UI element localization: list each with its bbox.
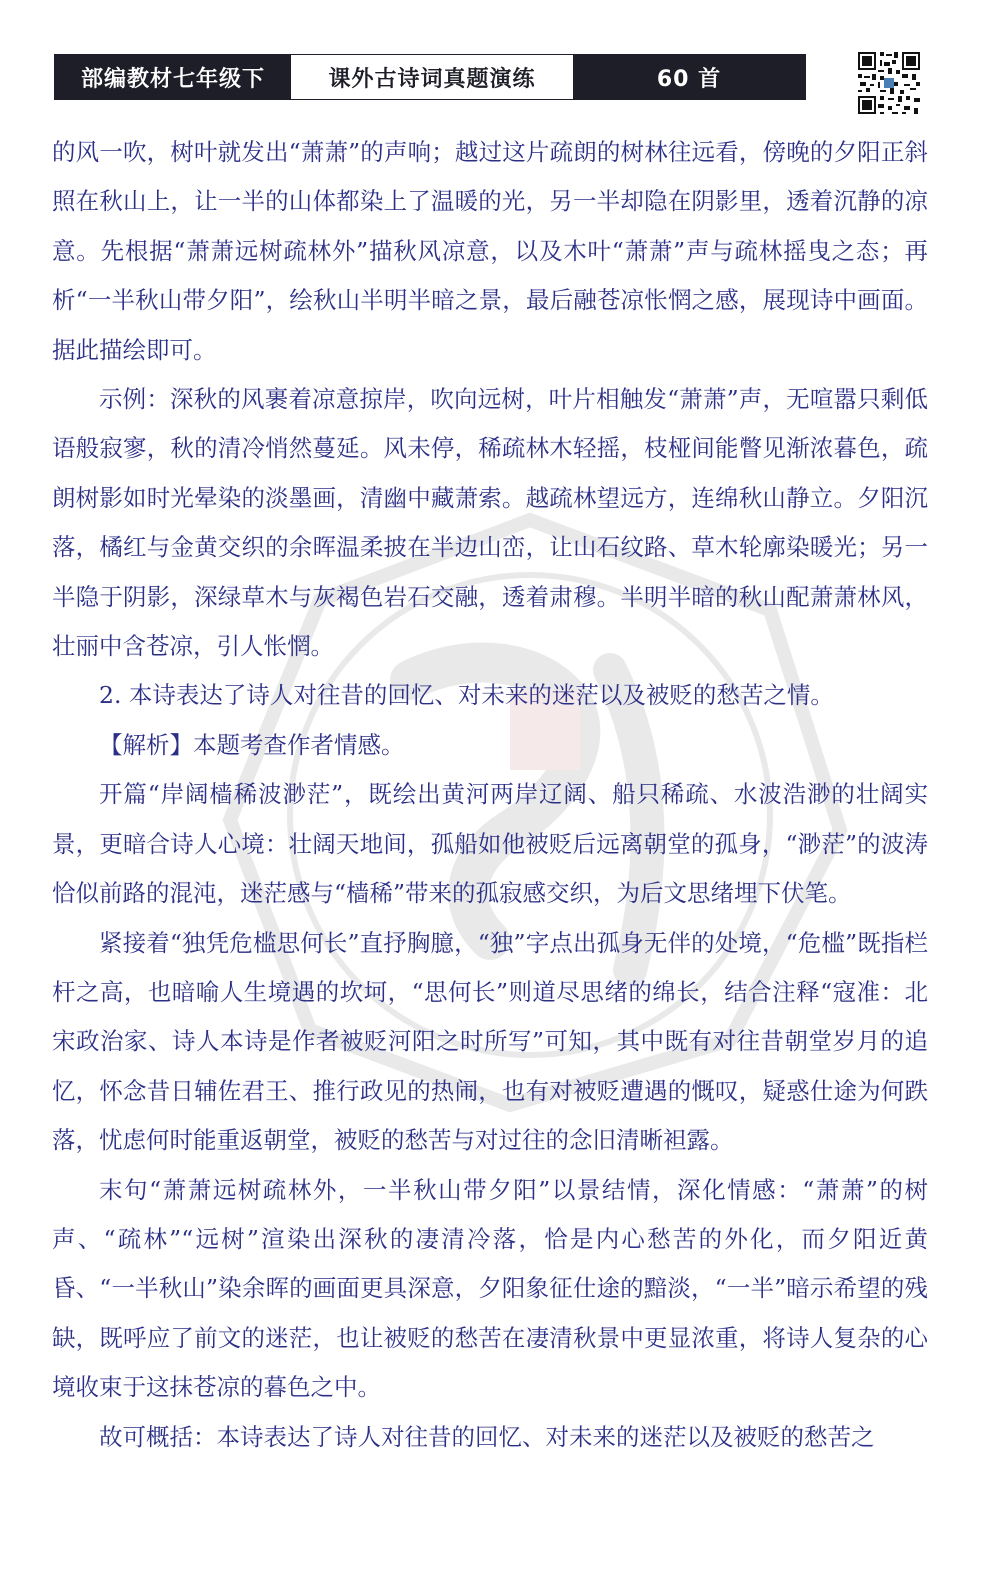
paragraph-answer-2: 2. 本诗表达了诗人对往昔的回忆、对未来的迷茫以及被贬的愁苦之情。 [99, 681, 834, 710]
paragraph-summary: 故可概括：本诗表达了诗人对往昔的回忆、对未来的迷茫以及被贬的愁苦之 [99, 1422, 875, 1451]
paragraph-example: 示例：深秋的风裹着凉意掠岸，吹向远树，叶片相触发“萧萧”声，无喧嚣只剩低语般寂寥，秋的清冷悄然蔓延。风未停，稀疏林木轻摇，枝桠间能瞥见渐浓暮色，疏朗树影如时光晕染的淡墨画，清幽中藏萧索。越疏林望远方，连绵秋山静立。夕阳沉落，橘红与金黄交织的余晖温柔披在半边山峦，让山石纹路、草木轮廓染暖光；另一半隐于阴影，深绿草木与灰褐色岩石交融，透着肃穆。半明半暗的秋山配萧萧林风，壮丽中含苍凉，引人怅惘。 [52, 385, 928, 661]
header-count: 60 首 [573, 55, 805, 99]
header-title: 课外古诗词真题演练 [291, 55, 573, 99]
paragraph-second-line: 紧接着“独凭危槛思何长”直抒胸臆，“独”字点出孤身无伴的处境，“危槛”既指栏杆之高，也暗喻人生境遇的坎坷，“思何长”则道尽思绪的绵长，结合注释“寇准：北宋政治家、诗人本诗是作者被贬河阳之时所写”可知，其中既有对往昔朝堂岁月的追忆，怀念昔日辅佐君王、推行政见的热闹，也有对被贬遭遇的慨叹，疑惑仕途为何跌落，忧虑何时能重返朝堂，被贬的愁苦与对过往的念旧清晰袒露。 [52, 928, 928, 1155]
paragraph-analysis-label: 【解析】本题考查作者情感。 [99, 730, 405, 759]
header-textbook-label: 部编教材七年级下 [55, 55, 291, 99]
qr-code-icon [856, 50, 922, 116]
document-body [52, 128, 928, 1462]
page-header [54, 54, 806, 100]
paragraph-continuation: 的风一吹，树叶就发出“萧萧”的声响；越过这片疏朗的树林往远看，傍晚的夕阳正斜照在秋山上，让一半的山体都染上了温暖的光，另一半却隐在阴影里，透着沉静的凉意。先根据“萧萧远树疏林外”描秋风凉意，以及木叶“萧萧”声与疏林摇曳之态；再析“一半秋山带夕阳”，绘秋山半明半暗之景，最后融苍凉怅惘之感，展现诗中画面。据此描绘即可。 [52, 138, 928, 364]
paragraph-opening: 开篇“岸阔樯稀波渺茫”，既绘出黄河两岸辽阔、船只稀疏、水波浩渺的壮阔实景，更暗合诗人心境：壮阔天地间，孤船如他被贬后远离朝堂的孤身，“渺茫”的波涛恰似前路的混沌，迷茫感与“樯稀”带来的孤寂感交织，为后文思绪埋下伏笔。 [52, 780, 928, 908]
paragraph-ending: 末句“萧萧远树疏林外，一半秋山带夕阳”以景结情，深化情感：“萧萧”的树声、“疏林”“远树”渲染出深秋的凄清冷落，恰是内心愁苦的外化，而夕阳近黄昏、“一半秋山”染余晖的画面更具深意，夕阳象征仕途的黯淡，“一半”暗示希望的残缺，既呼应了前文的迷茫，也让被贬的愁苦在凄清秋景中更显浓重，将诗人复杂的心境收束于这抹苍凉的暮色之中。 [52, 1175, 928, 1402]
